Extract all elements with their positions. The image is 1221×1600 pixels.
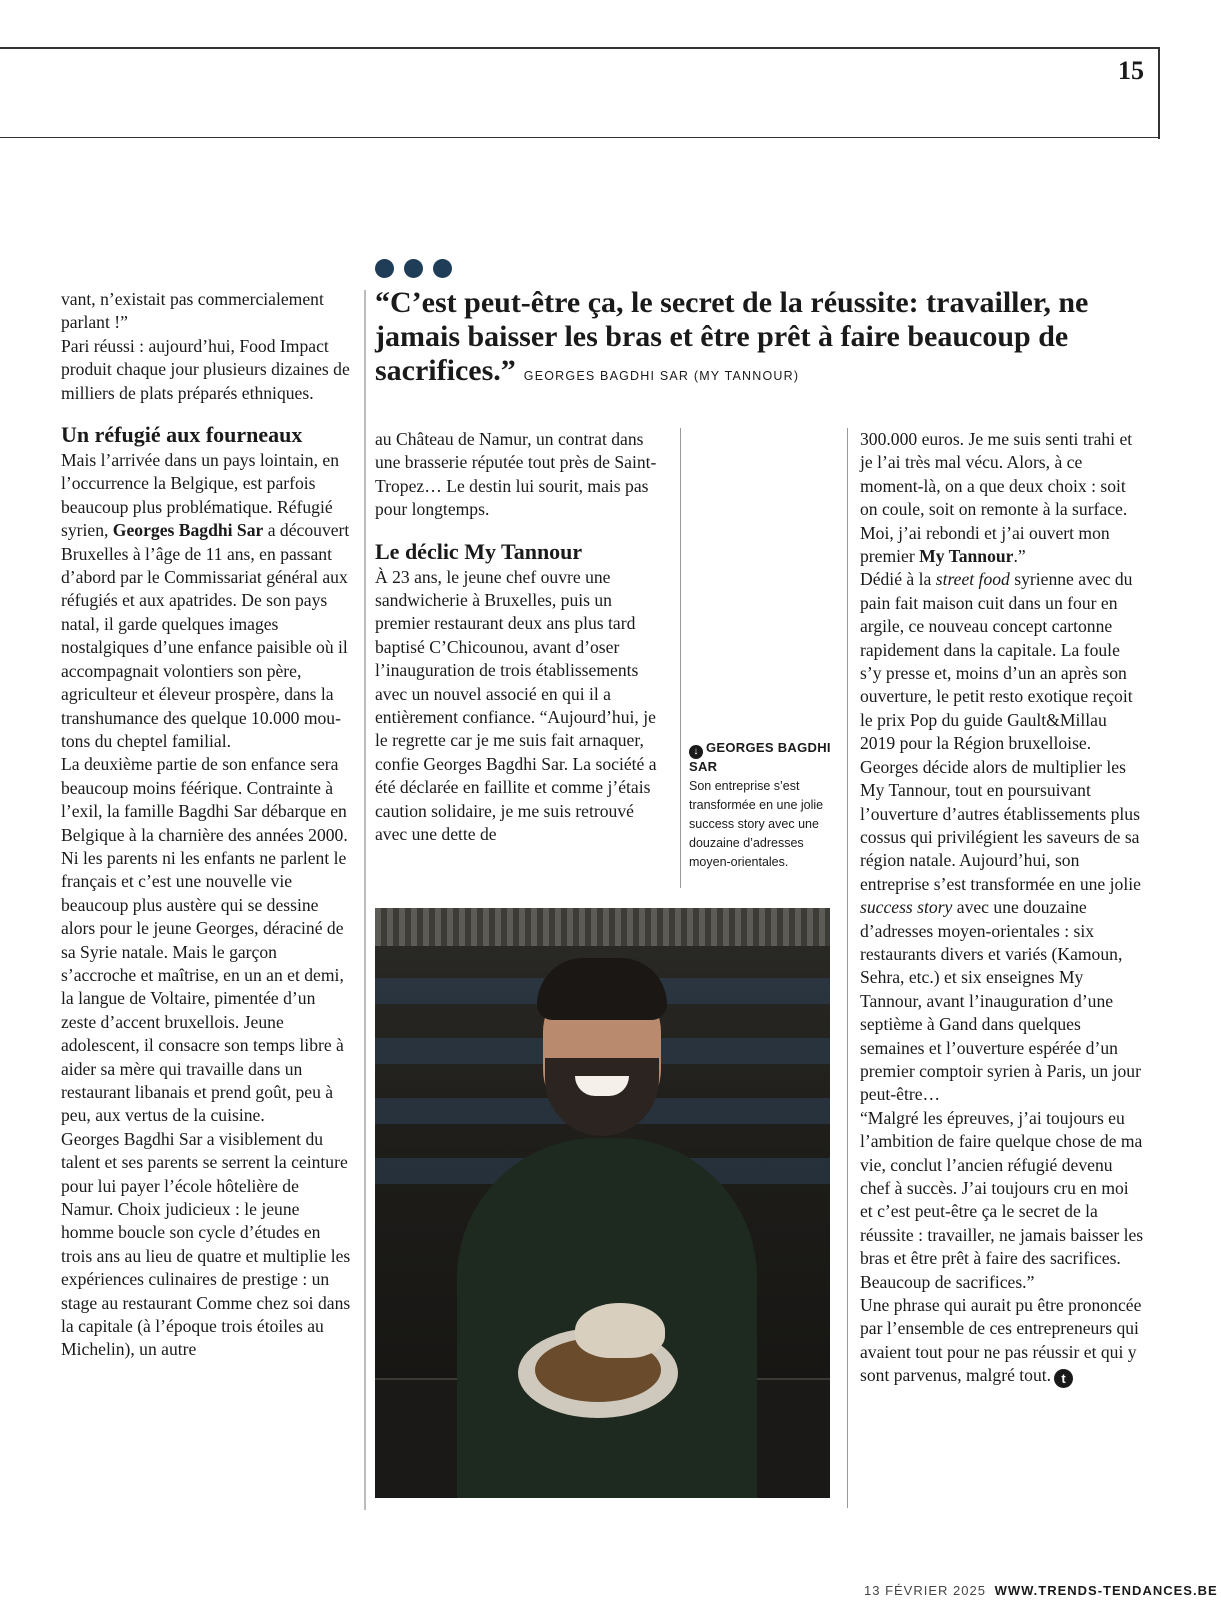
pull-quote [375,286,1115,393]
pull-quote-credit: GEORGES BAGDHI SAR (MY TANNOUR) [523,369,800,383]
article-column-1 [61,288,351,1362]
article-column-2 [375,428,665,847]
header-rule-top [0,47,1160,49]
quote-dots [375,259,452,278]
col1-paragraph-1: vant, n’existait pas commercialement parlant !” [61,289,324,333]
col3-paragraph-5 [860,1294,1145,1388]
col3-p5-text: Une phrase qui aurait pu être prononcée par l’ensemble de ces entrepreneurs qui avaient tout pour ne pas réussir et qui y sont parvenus, malgré tout. [860,1295,1142,1386]
col3-p1-text-a: 300.000 euros. Je me suis senti trahi et je l’ai très mal vécu. Alors, à ce moment-là, on a que deux choix : soit on coule, soit on remonte à la surface. Moi, j’ai rebondi et j’ai ouvert mon premier [860,429,1133,567]
col2-paragraph-1: au Château de Namur, un contrat dans une brasserie réputée tout près de Saint-Tropez… Le destin lui sourit, mais pas pour longtemps. [375,429,657,520]
dot-2 [404,259,423,278]
person-beard [545,1058,659,1136]
col3-p1-name: My Tannour [919,546,1014,567]
caption-name-text: GEORGES BAGDHI SAR [689,740,831,774]
col1-p3-name: Georges Bagdhi Sar [112,520,264,541]
section-heading-refugie: Un réfugié aux fourneaux [61,422,303,448]
col3-paragraph-4: “Malgré les épreuves, j’ai toujours eu l’ambition de faire quelque chose de ma vie, conclut l’ancien réfugié devenu chef à succès. J’ai toujours cru en moi et c’est peut-être ça le secret de la réussite : travailler, ne jamais baisser les bras et être prêt à faire des sacrifices. Beaucoup de sacrifices.” [860,1107,1144,1292]
article-column-3 [860,428,1145,1388]
col3-p1-text-b: .” [1013,546,1026,567]
photo-caption [689,740,839,872]
col1-p3-text-b: a découvert Bruxelles à l’âge de 11 ans, en passant d’abord par le Commissariat général aux réfugiés et aux apatrides. De son pays natal, il garde quelques images nostalgiques d’une enfance paisible où il accompagnait volontiers son père, agriculteur et éleveur prospère, dans la transhumance des quelque 10.000 moutons du cheptel familial. [61,520,350,751]
col3-paragraph-3 [860,756,1145,1107]
caption-name [689,740,839,775]
quote-rule [364,290,366,1510]
portrait-photo [375,908,830,1498]
header-rule-vertical [1158,47,1160,139]
col1-paragraph-2: Pari réussi : aujourd’hui, Food Impact produit chaque jour plusieurs dizaines de milliers de plats préparés ethniques. [61,335,350,403]
pull-quote-text: “C’est peut-être ça, le secret de la réussite: travailler, ne jamais baisser les bras et être prêt à faire beaucoup de sacrifices.” [375,286,1089,387]
footer-site: WWW.TRENDS-TENDANCES.BE [994,1583,1218,1598]
col1-paragraph-5: Georges Bagdhi Sar a visiblement du talent et ses parents se serrent la ceinture pour lui payer l’école hôtelière de Namur. Choix judicieux : le jeune homme boucle son cycle d’études en trois ans au lieu de quatre et multiplie les expériences culinaires de prestige : un stage au restaurant Comme chez soi dans la capitale (à l’époque trois étoiles au Michelin), un autre [61,1128,351,1360]
footer-date: 13 FÉVRIER 2025 [864,1583,986,1598]
col1-paragraph-3 [61,449,351,753]
dot-3 [433,259,452,278]
kitchen-hood [375,908,830,946]
col2-paragraph-2: À 23 ans, le jeune chef ouvre une sandwicherie à Bruxelles, puis un premier restaurant deux ans plus tard baptisé C’Chicounou, avant d’oser l’inauguration de trois établissements avec un nouvel associé en qui il a entièrement confiance. “Aujourd’hui, je le regrette car je me suis fait arnaquer, confie Georges Bagdhi Sar. La société a été déclarée en faillite et comme j’étais caution solidaire, je me suis retrouvé avec une dette de [375,566,657,845]
bread [575,1303,665,1358]
col3-p2-emphasis: street food [935,569,1010,590]
dot-1 [375,259,394,278]
end-mark-icon: t [1054,1369,1073,1388]
col3-p2-text-b: syrienne avec du pain fait maison cuit dans un four en argile, ce nouveau concept cartonne rapidement dans la capitale. La foule s’y presse et, moins d’un an après son ouverture, le petit resto exotique reçoit le prix Pop du guide Gault&Millau 2019 pour la Région bruxelloise. [860,569,1133,754]
page-footer [864,1583,1218,1598]
col3-p3-text-b: avec une douzaine d’adresses moyen-orientales : six restaurants divers et variés (Kamoun, Sehra, etc.) et six enseignes My Tannour, avant l’inauguration d’une septième à Gand dans quelques semaines et l’ouverture espérée d’un premier comptoir syrien à Paris, un jour peut-être… [860,897,1141,1105]
col3-p3-emphasis: success story [860,897,953,918]
col3-p3-text-a: Georges décide alors de multiplier les My Tannour, tout en poursuivant l’ouverture d’autres établissements plus cossus qui privilégient les saveurs de sa région natale. Aujourd’hui, son entreprise s’est transformée en une jolie [860,756,1141,894]
page-number: 15 [1118,56,1144,85]
column-rule-3 [847,428,848,1508]
col1-p3-text-a: Mais l’arrivée dans un pays lointain, en l’occurrence la Belgique, est parfois beaucoup plus problématique. Réfugié syrien, [61,450,340,541]
col3-paragraph-2 [860,568,1145,755]
header-rule-bottom [0,137,1160,138]
col3-p2-text-a: Dédié à la [860,569,936,590]
section-heading-declic: Le déclic My Tannour [375,538,583,564]
person-hair [537,958,667,1020]
caption-rule [680,428,681,888]
col3-paragraph-1 [860,428,1145,568]
arrow-down-icon: ↓ [689,745,703,759]
caption-text: Son entreprise s’est transformée en une jolie success story avec une douzaine d’adresses moyen-orientales. [689,779,824,869]
col1-paragraph-4: La deuxième partie de son enfance sera beaucoup moins féérique. Contrainte à l’exil, la famille Bagdhi Sar débarque en Belgique à la charnière des années 2000. Ni les parents ni les enfants ne parlent le français et c’est une nouvelle vie beaucoup plus austère qui se dessine alors pour le jeune Georges, déraciné de sa Syrie natale. Mais le garçon s’accroche et maîtrise, en un an et demi, la langue de Voltaire, pimentée d’un zeste d’accent bruxellois. Jeune adolescent, il consacre son temps libre à aider sa mère qui travaille dans un restaurant libanais et prend goût, peu à peu, aux vertus de la cuisine. [61,754,348,1126]
